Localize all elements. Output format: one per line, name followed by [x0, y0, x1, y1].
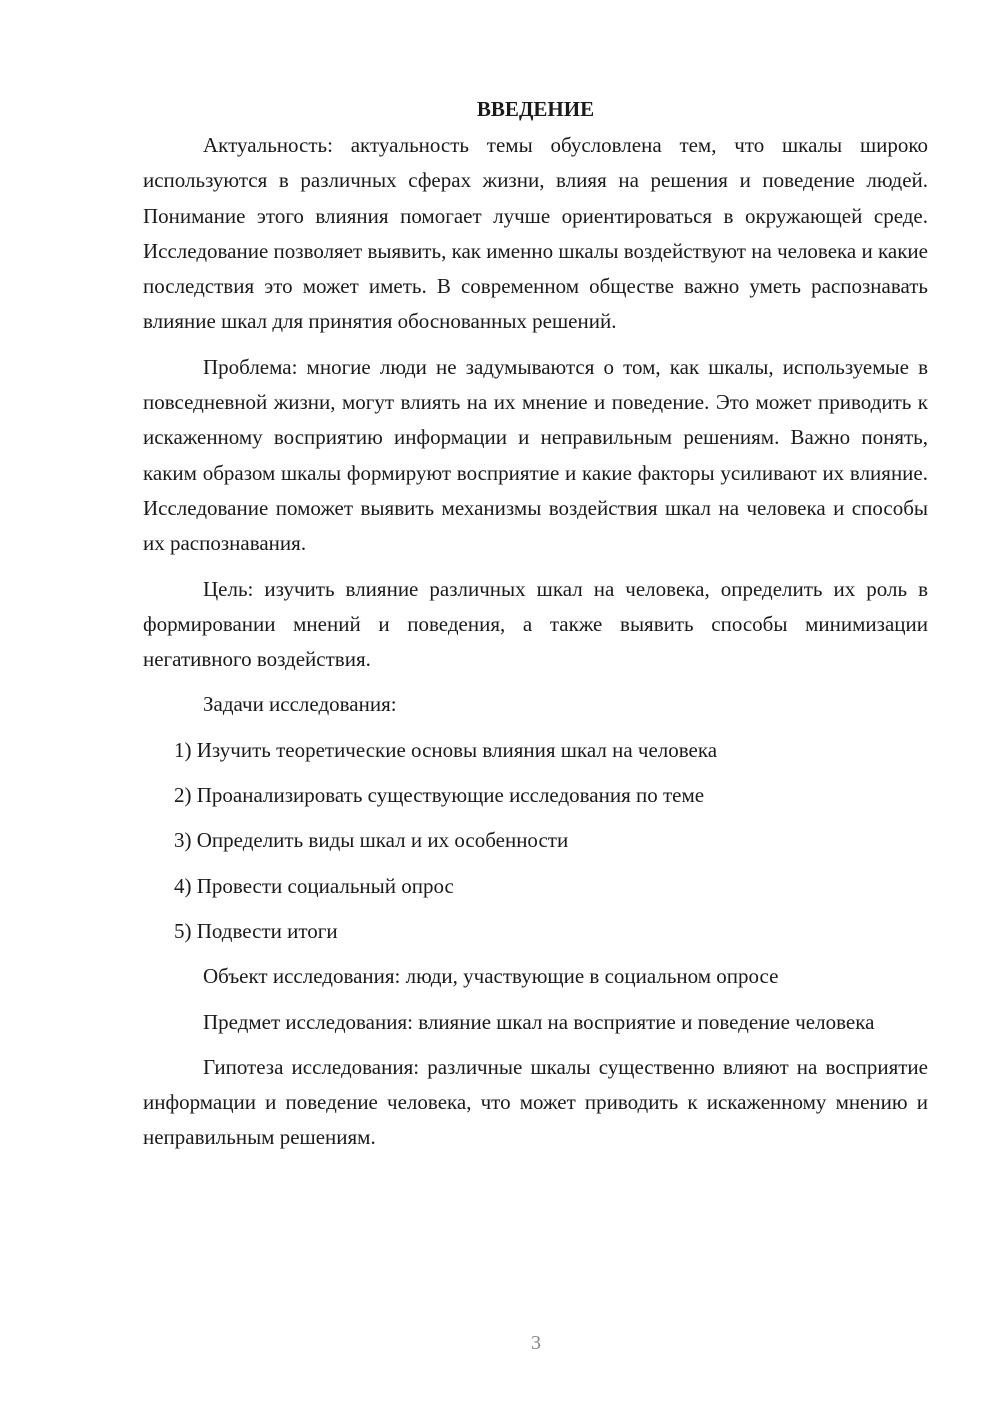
page-number: 3 — [531, 1332, 541, 1354]
task-item: 4) Провести социальный опрос — [174, 873, 454, 898]
task-item: 2) Проанализировать существующие исследования по теме — [174, 783, 705, 808]
relevance-paragraph: Актуальность: актуальность темы обусловлена тем, что шкалы широко используются в различных сферах жизни, влияя на решения и поведение людей. Понимание этого влияния помогает лучше ориентироваться в окружающей среде. Исследование позволяет выявить, как именно шкалы воздействуют на человека и какие последствия это может иметь. В современном обществе важно уметь распознавать влияние шкал для принятия обоснованных решений. — [143, 133, 928, 334]
page-title: ВВЕДЕНИЕ — [476, 97, 595, 121]
tasks-heading: Задачи исследования: — [203, 692, 397, 717]
task-item: 5) Подвести итоги — [174, 918, 338, 943]
goal-paragraph: Цель: изучить влияние различных шкал на человека, определить их роль в формировании мнений и поведения, а также выявить способы минимизации негативного воздействия. — [143, 576, 928, 672]
subject-paragraph: Предмет исследования: влияние шкал на восприятие и поведение человека — [203, 1009, 875, 1034]
task-item: 1) Изучить теоретические основы влияния шкал на человека — [174, 737, 718, 762]
problem-paragraph: Проблема: многие люди не задумываются о том, как шкалы, используемые в повседневной жизни, могут влиять на их мнение и поведение. Это может приводить к искаженному восприятию информации и неправильным решениям. Важно понять, каким образом шкалы формируют восприятие и какие факторы усиливают их влияние. Исследование поможет выявить механизмы воздействия шкал на человека и способы их распознавания. — [143, 354, 928, 556]
hypothesis-paragraph: Гипотеза исследования: различные шкалы существенно влияют на восприятие информации и поведение человека, что может приводить к искаженному мнению и неправильным решениям. — [143, 1054, 928, 1150]
task-item: 3) Определить виды шкал и их особенности — [174, 828, 569, 853]
object-paragraph: Объект исследования: люди, участвующие в социальном опросе — [203, 964, 779, 989]
document-page — [143, 92, 928, 1166]
tasks-list — [143, 733, 928, 949]
